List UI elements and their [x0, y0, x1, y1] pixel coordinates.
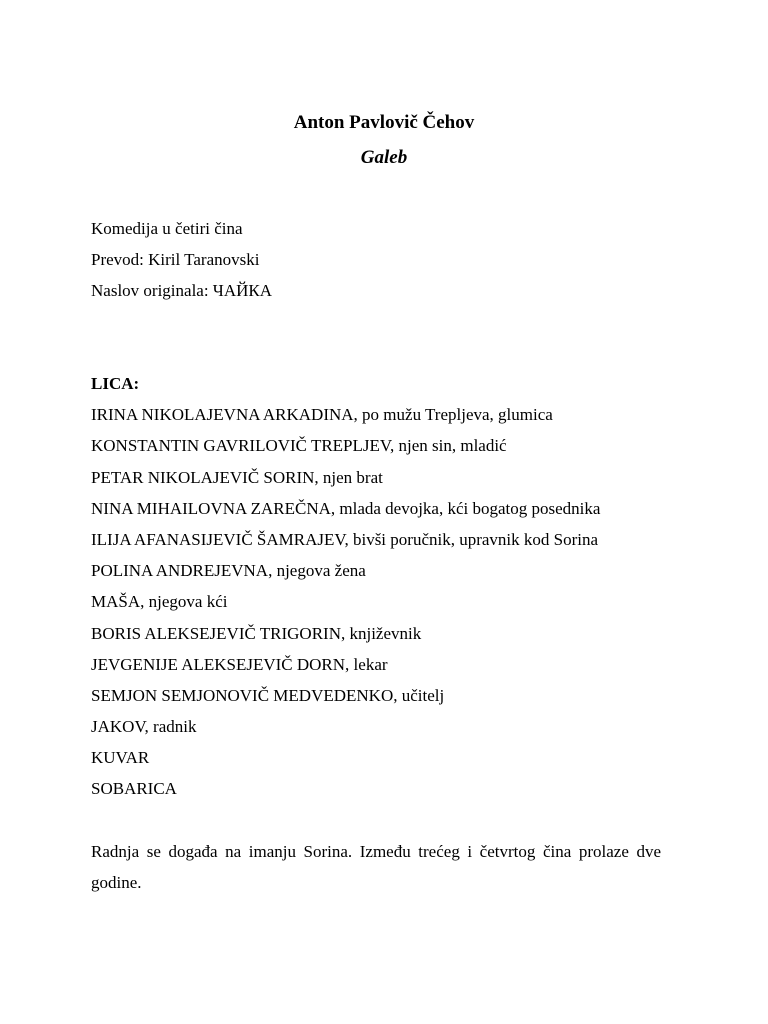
translator-line: Prevod: Kiril Taranovski	[91, 250, 260, 270]
setting-note: Radnja se događa na imanju Sorina. Između trećeg i četvrtog čina prolaze dve godine.	[91, 842, 661, 892]
character-entry: SEMJON SEMJONOVIČ MEDVEDENKO, učitelj	[91, 685, 445, 705]
character-entry: JAKOV, radnik	[91, 717, 197, 737]
character-entry: BORIS ALEKSEJEVIČ TRIGORIN, književnik	[91, 623, 422, 643]
characters-heading: LICA:	[91, 374, 140, 393]
character-entry: IRINA NIKOLAJEVNA ARKADINA, po mužu Trepljeva, glumica	[91, 405, 553, 425]
character-entry: KONSTANTIN GAVRILOVIČ TREPLJEV, njen sin, mladić	[91, 436, 507, 456]
play-info	[91, 213, 671, 307]
character-entry: PETAR NIKOLAJEVIČ SORIN, njen brat	[91, 467, 383, 487]
character-entry: ILIJA AFANASIJEVIČ ŠAMRAJEV, bivši poručnik, upravnik kod Sorina	[91, 529, 599, 549]
character-entry: NINA MIHAILOVNA ZAREČNA, mlada devojka, kći bogatog posednika	[91, 498, 601, 518]
genre-line: Komedija u četiri čina	[91, 219, 243, 238]
character-entry: POLINA ANDREJEVNA, njegova žena	[91, 561, 366, 581]
character-entry: KUVAR	[91, 748, 150, 768]
character-entry: MAŠA, njegova kći	[91, 592, 228, 612]
character-entry: JEVGENIJE ALEKSEJEVIČ DORN, lekar	[91, 654, 388, 674]
character-entry: SOBARICA	[91, 779, 177, 799]
original-title-line: Naslov originala: ЧАЙКА	[91, 281, 273, 301]
play-title: Galeb	[360, 147, 408, 168]
characters-list	[91, 368, 671, 805]
author-name: Anton Pavlovič Čehov	[293, 112, 475, 133]
